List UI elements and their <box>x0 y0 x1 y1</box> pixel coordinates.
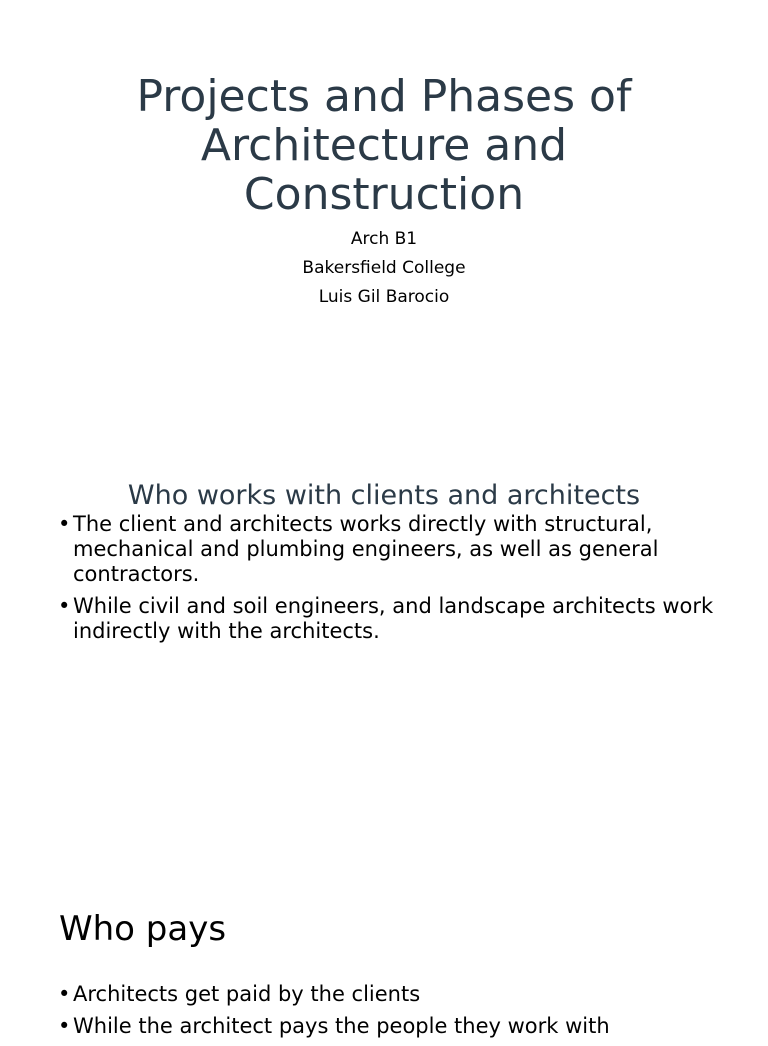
bullet-icon: • <box>58 982 71 1006</box>
slide2-bullet-list <box>58 512 718 651</box>
slide-title-line: Construction <box>243 169 525 220</box>
bullet-icon: • <box>58 512 71 536</box>
slide-title-line: Architecture and <box>200 120 568 171</box>
slide3-bullet-list <box>58 982 718 1046</box>
list-item <box>58 982 718 1007</box>
slide-title <box>0 72 768 219</box>
bullet-text: The client and architects works directly with structural, mechanical and plumbing engineers, as well as general contractors. <box>73 512 659 586</box>
bullet-text: While civil and soil engineers, and landscape architects work indirectly with the architects. <box>73 594 714 643</box>
bullet-text: While the architect pays the people they work with <box>73 1014 610 1038</box>
course-name: Arch B1 <box>350 229 418 249</box>
bullet-text: Architects get paid by the clients <box>73 982 421 1006</box>
list-item <box>58 594 718 644</box>
slide2-heading: Who works with clients and architects <box>127 480 641 511</box>
bullet-icon: • <box>58 594 71 618</box>
slide-title-line: Projects and Phases of <box>136 71 632 122</box>
slide3-heading: Who pays <box>59 909 227 949</box>
author-name: Luis Gil Barocio <box>318 287 450 307</box>
college-name: Bakersfield College <box>302 258 466 278</box>
list-item <box>58 512 718 587</box>
bullet-icon: • <box>58 1014 71 1038</box>
list-item <box>58 1014 718 1039</box>
